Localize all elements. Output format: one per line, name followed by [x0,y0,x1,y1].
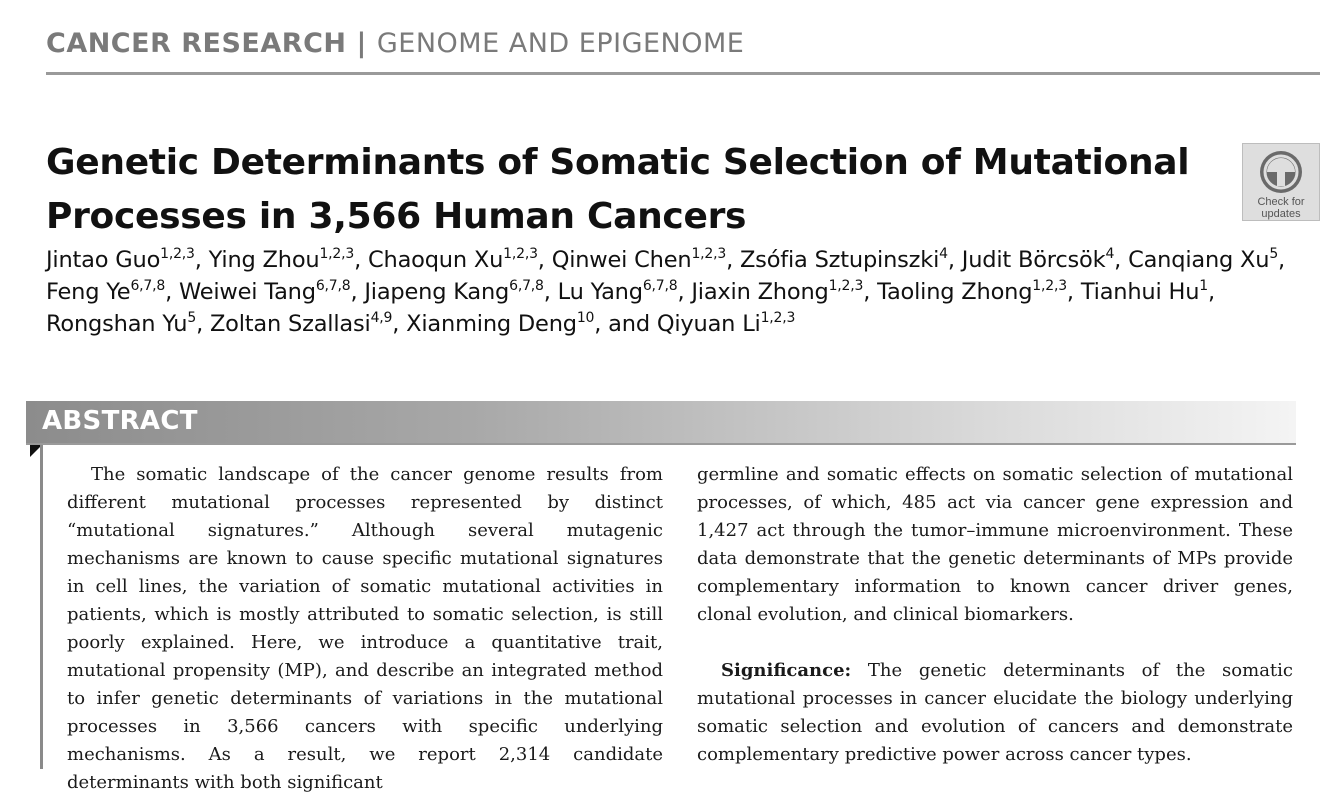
author-name [1128,247,1278,273]
author-separator: , [947,247,962,273]
author-affiliation: 1,2,3 [1032,278,1067,294]
author-name [558,279,678,305]
author-separator: , [196,311,210,337]
author-affiliation: 1,2,3 [760,310,796,326]
abstract-column-right [697,461,1293,769]
author-name-text: Ying Zhou [208,247,320,273]
author-name-text: Judit Börcsök [961,247,1106,273]
author-affiliation: 5 [1269,246,1279,262]
author-separator: , [1208,279,1215,305]
author-name-text: Tianhui Hu [1080,279,1200,305]
author-name-text: Qiyuan Li [656,311,761,337]
author-name-text: Chaoqun Xu [368,247,504,273]
author-name [877,279,1067,305]
author-affiliation: 1,2,3 [828,278,864,294]
author-name [209,247,354,273]
author-name-text: Zsófia Sztupinszki [739,247,940,273]
abstract-heading: ABSTRACT [42,406,198,436]
author-name [406,311,594,337]
author-separator: , [726,247,740,273]
journal-header [46,28,1320,75]
badge-label-line1: Check for [1257,196,1305,208]
abstract-body-left: The somatic landscape of the cancer genome results from different mutational processes represented by distinct “mutational signatures.” Although several mutagenic mechanisms are known to cause specific mutational signatures in cell lines, the variation of somatic mutational activities in patients, which is mostly attributed to somatic selection, is still poorly explained. Here, we introduce a quantitative trait, mutational propensity (MP), and describe an integrated method to infer genetic determinants of variations in the mutational processes in 3,566 cancers with specific underlying mechanisms. As a result, we report 2,314 candidate determinants with both significant [67,464,663,793]
author-separator: , [350,279,365,305]
author-name [962,247,1114,273]
author-separator: , [1066,279,1081,305]
author-affiliation: 4 [1105,246,1115,262]
author-name-text: Xianming Deng [406,311,577,337]
abstract-left-rule [40,445,43,769]
article-title: Genetic Determinants of Somatic Selection of Mutational Processes in 3,566 Human Cancers [46,142,1190,237]
author-affiliation: 1,2,3 [319,246,355,262]
author-affiliation: 6,7,8 [315,278,351,294]
author-affiliation: 4,9 [370,310,393,326]
author-separator: , [1114,247,1129,273]
author-affiliation: 10 [576,310,595,326]
author-name [364,279,543,305]
abstract-column-left [67,461,663,797]
author-separator: , [354,247,368,273]
author-name [368,247,538,273]
author-name [46,279,165,305]
author-name [740,247,948,273]
author-affiliation: 1,2,3 [160,246,195,262]
author-name [179,279,350,305]
author-name [210,311,392,337]
author-list [46,244,1326,340]
abstract-header-bar [26,401,1296,445]
author-name-text: Canqiang Xu [1128,247,1270,273]
author-separator: , [537,247,552,273]
author-separator: , and [594,311,657,337]
check-for-updates-icon [1257,148,1305,196]
author-separator: , [1278,247,1285,273]
author-separator: , [194,247,209,273]
author-affiliation: 5 [187,310,197,326]
author-name-text: Zoltan Szallasi [209,311,371,337]
author-name-text: Taoling Zhong [877,279,1033,305]
author-affiliation: 1,2,3 [503,246,538,262]
author-affiliation: 6,7,8 [642,278,678,294]
author-name [46,311,196,337]
significance-paragraph [697,657,1293,769]
significance-text: The genetic determinants of the somatic mutational processes in cancer elucidate the biology underlying somatic selection and evolution of cancers and demonstrate complementary predictive power across cancer types. [697,660,1293,765]
author-affiliation: 6,7,8 [509,278,544,294]
header-separator: | [356,28,367,59]
significance-label: Significance: [721,660,852,681]
author-name-text: Jintao Guo [46,247,161,273]
author-name-text: Qinwei Chen [551,247,692,273]
author-separator: , [543,279,558,305]
author-separator: , [677,279,692,305]
author-name [46,247,195,273]
author-name-text: Lu Yang [557,279,643,305]
author-affiliation: 6,7,8 [130,278,166,294]
author-name-text: Weiwei Tang [178,279,316,305]
author-name-text: Jiapeng Kang [364,279,510,305]
author-name-text: Feng Ye [46,279,131,305]
author-name-text: Jiaxin Zhong [691,279,829,305]
author-name [691,279,863,305]
check-for-updates-button[interactable] [1242,143,1320,221]
author-separator: , [863,279,878,305]
author-name-text: Rongshan Yu [46,311,188,337]
author-affiliation: 4 [939,246,948,262]
author-name [552,247,726,273]
author-separator: , [165,279,179,305]
journal-name: CANCER RESEARCH [46,28,347,59]
author-name [1081,279,1208,305]
author-affiliation: 1 [1199,278,1208,294]
author-affiliation: 1,2,3 [691,246,727,262]
section-name: GENOME AND EPIGENOME [376,28,745,59]
author-separator: , [392,311,407,337]
badge-label-line2: updates [1261,208,1301,220]
abstract-body-right: germline and somatic effects on somatic selection of mutational processes, of which, 485 act via cancer gene expression and 1,427 act through the tumor–immune microenvironment. These data demonstrate that the genetic determinants of MPs provide complementary information to known cancer driver genes, clonal evolution, and clinical biomarkers. [697,464,1293,625]
author-name [657,311,795,337]
